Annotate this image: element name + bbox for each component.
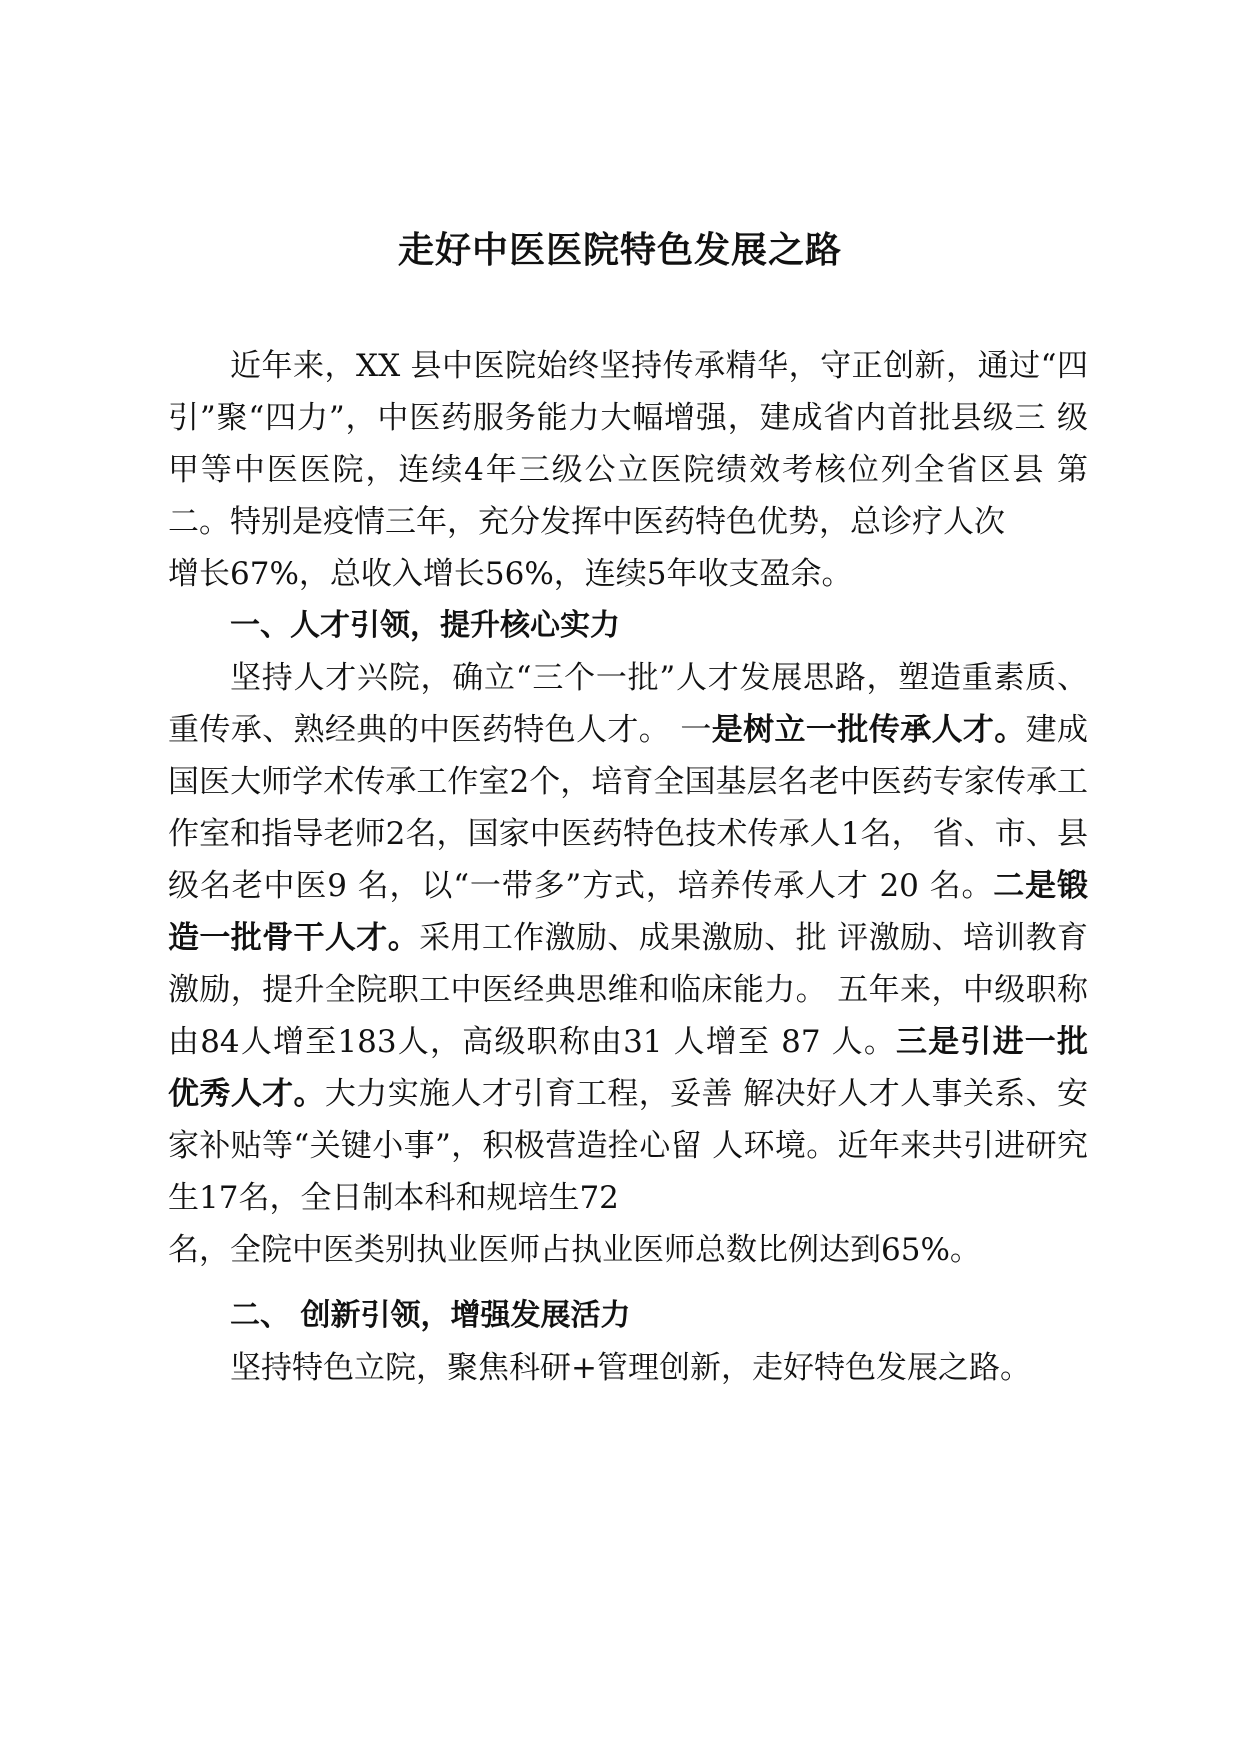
document-title: 走好中医医院特色发展之路 [397, 230, 842, 271]
document-body [168, 340, 1088, 1394]
talent-paragraph [168, 652, 1088, 1224]
intro-paragraph: 近年来，XX 县中医院始终坚持传承精华，守正创新，通过“四 引”聚“四力”，中医药服务能力大幅增强，建成省内首批县级三 级甲等中医医院，连续4年三级公立医院绩效考核位列全省区县 第二。特别是疫情三年，充分发挥中医药特色优势，总诊疗人次 [168, 348, 1088, 540]
talent-point-three-text: 大力实施人才引育工程，妥善 解决好人才人事关系、安家补贴等“关键小事”，积极营造拴心留 人环境。近年来共引进研究生17名，全日制本科和规培生72 [168, 1076, 1088, 1216]
talent-lead-text: 坚持人才兴院，确立“三个一批”人才发展思路，塑造重素质、重传承、熟经典的中医药特色人才。 一 [168, 660, 1088, 748]
talent-point-two-text: 采用工作激励、成果激励、批 评激励、培训教育激励，提升全院职工中医经典思维和临床能力。 五年来，中级职称由84人增至183人，高级职称由31 人增至 87 人。 [168, 920, 1088, 1060]
talent-point-three: 三是引进一批优秀人才。 [168, 1024, 1088, 1112]
section-heading-talent: 一、人才引领，提升核心实力 [230, 608, 620, 643]
talent-point-two: 二是锻造一批骨干人才。 [168, 868, 1088, 956]
talent-point-one-text: 建成国医大师学术传承工作室2个，培育全国基层名老中医药专家传承工作室和指导老师2名，国家中医药特色技术传承人1名， 省、市、县级名老中医9 名，以“一带多”方式，培养传承人才 20 名。 [168, 712, 1089, 904]
talent-point-one: 是树立一批传承人才。 [711, 712, 1026, 748]
innovation-paragraph: 坚持特色立院，聚焦科研+管理创新，走好特色发展之路。 [230, 1350, 1031, 1386]
talent-paragraph-continued: 名，全院中医类别执业医师占执业医师总数比例达到65%。 [168, 1232, 981, 1268]
section-heading-innovation: 二、 创新引领，增强发展活力 [230, 1298, 631, 1333]
intro-paragraph-continued: 增长67%，总收入增长56%，连续5年收支盈余。 [168, 556, 853, 592]
